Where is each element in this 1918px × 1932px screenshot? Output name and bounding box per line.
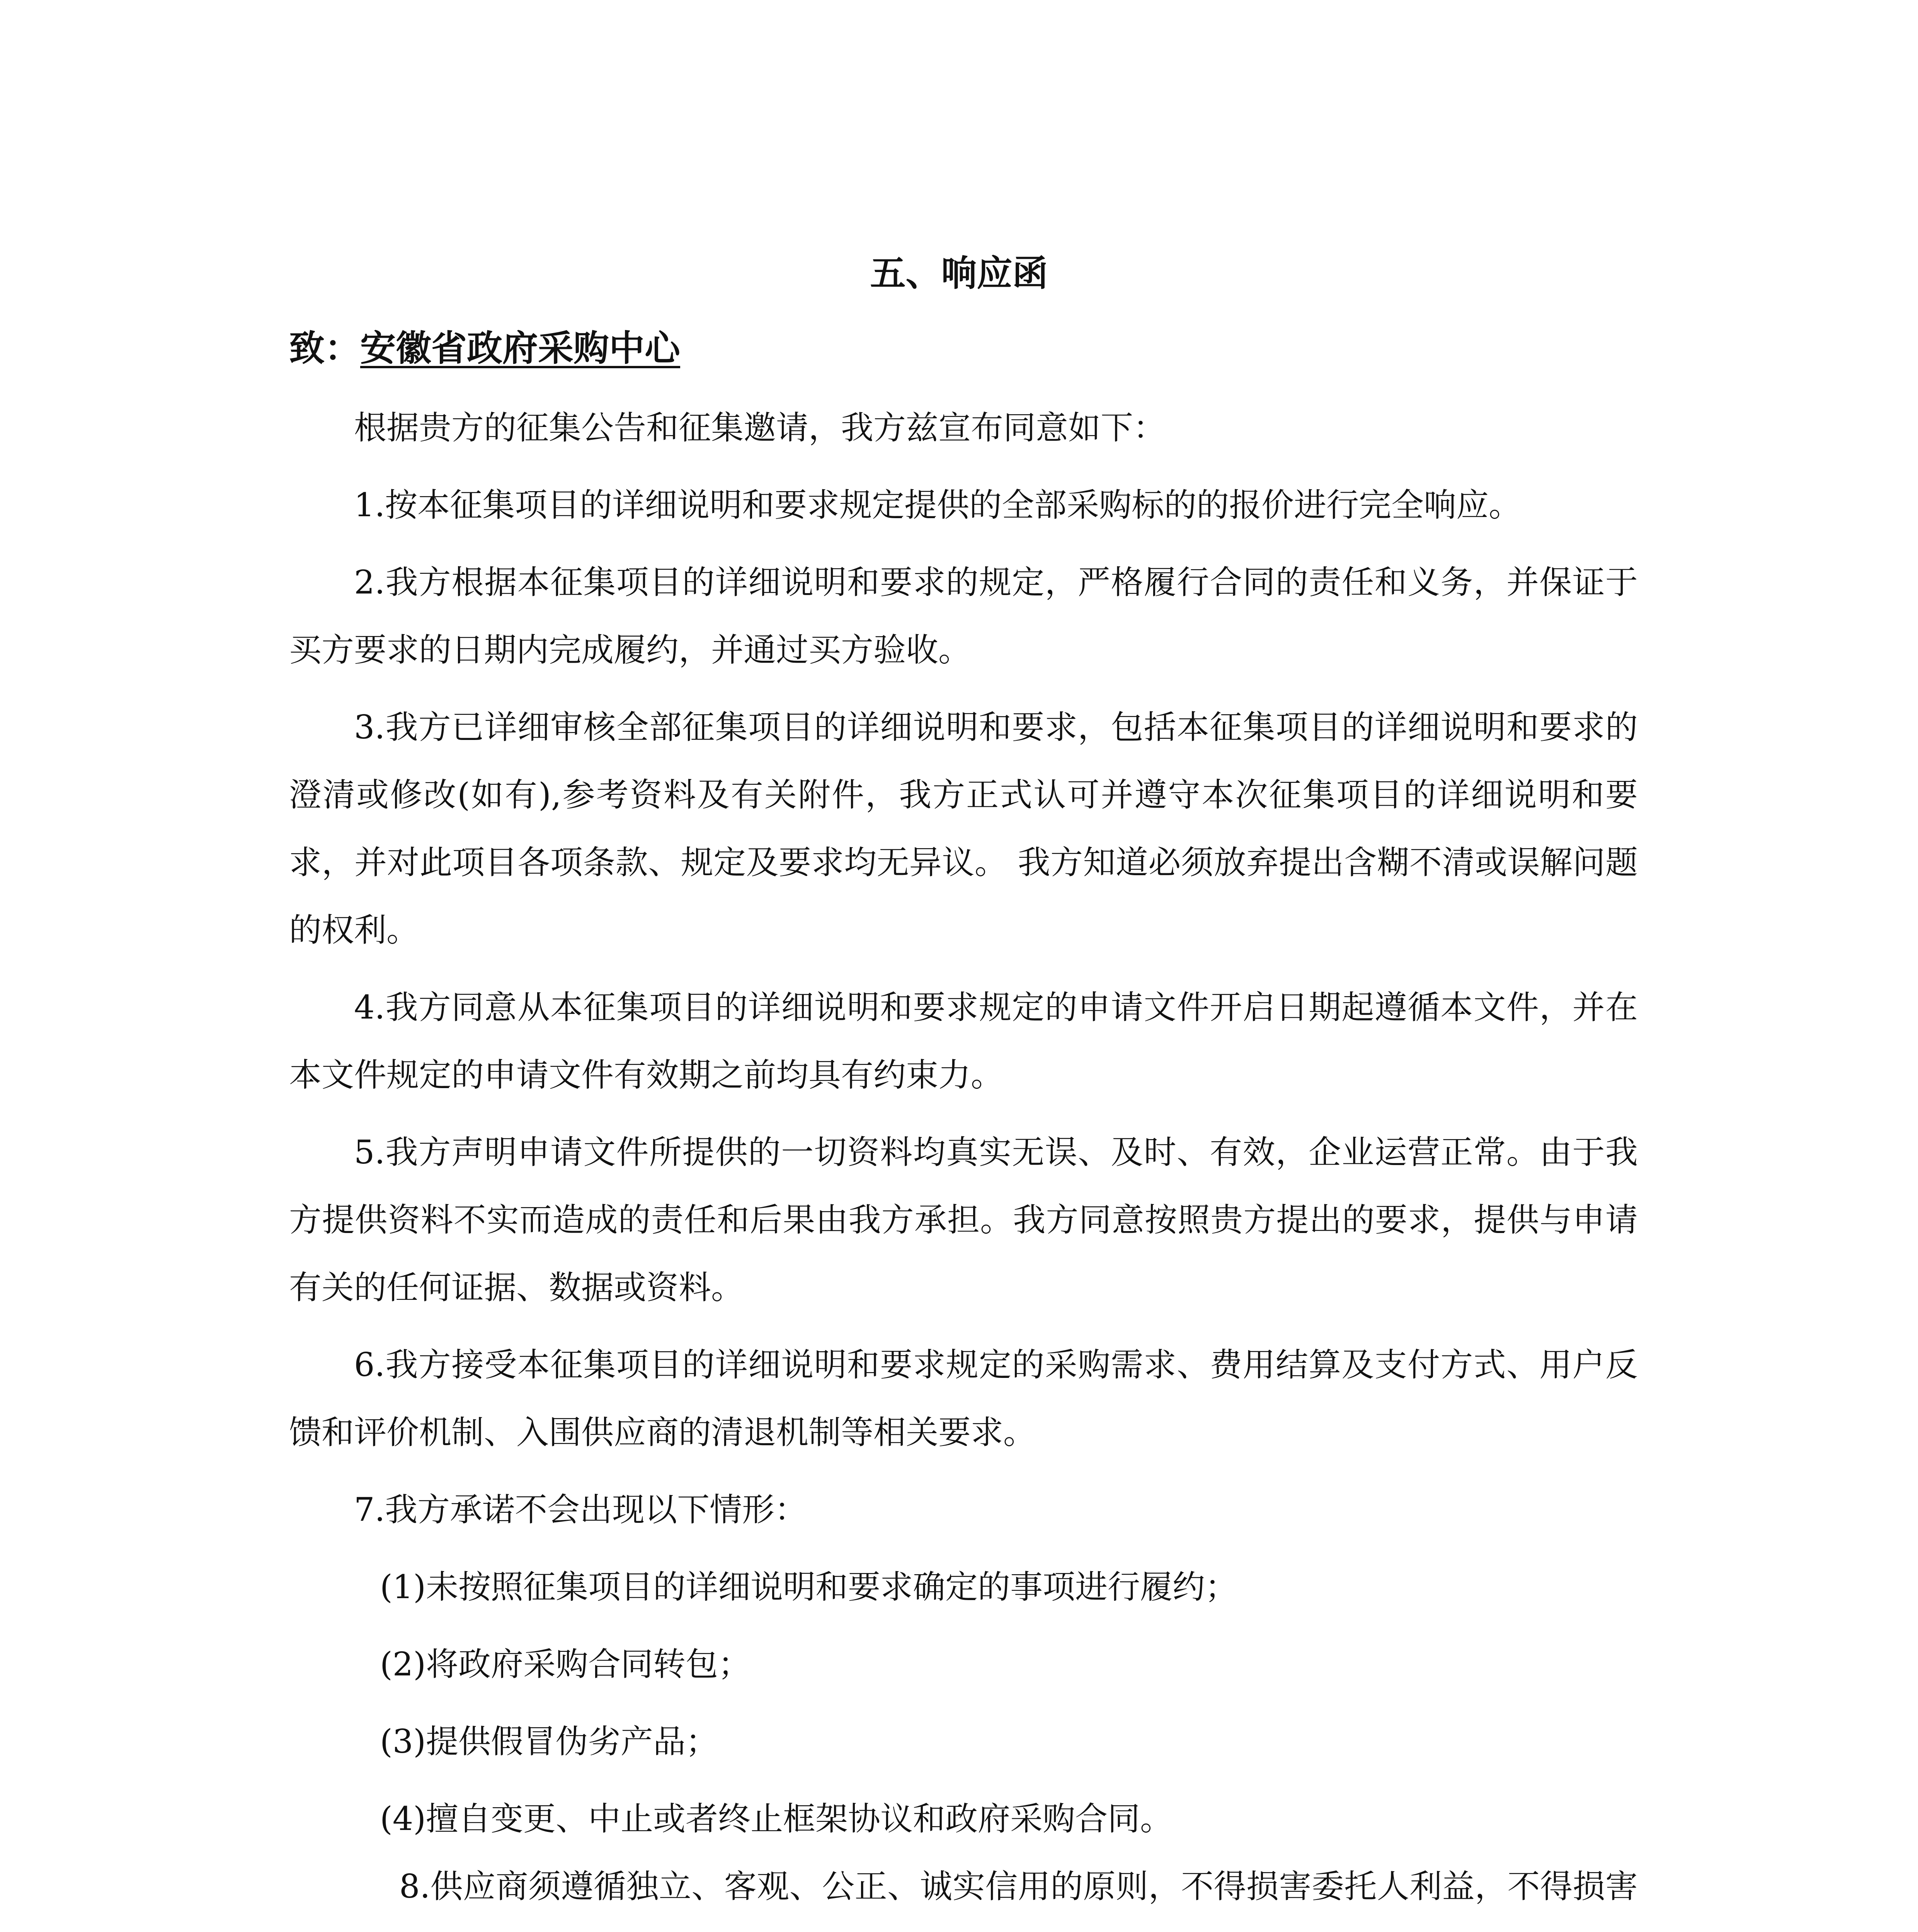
addressee-line	[289, 325, 680, 372]
letter-body	[289, 394, 1638, 1932]
sub-item: (4)擅自变更、中止或者终止框架协议和政府采购合同。	[380, 1800, 1173, 1838]
item-paragraph: 4.我方同意从本征集项目的详细说明和要求规定的申请文件开启日期起遵循本文件，并在本文件规定的申请文件有效期之前均具有约束力。	[289, 988, 1638, 1094]
item-paragraph: 2.我方根据本征集项目的详细说明和要求的规定，严格履行合同的责任和义务，并保证于买方要求的日期内完成履约，并通过买方验收。	[289, 563, 1638, 669]
item-paragraph: 5.我方声明申请文件所提供的一切资料均真实无误、及时、有效，企业运营正常。由于我方提供资料不实而造成的责任和后果由我方承担。我方同意按照贵方提出的要求，提供与申请有关的任何证据、数据或资料。	[289, 1133, 1638, 1306]
sub-item: (1)未按照征集项目的详细说明和要求确定的事项进行履约；	[380, 1568, 1237, 1606]
item-paragraph: 1.按本征集项目的详细说明和要求规定提供的全部采购标的的报价进行完全响应。	[354, 486, 1521, 524]
item-paragraph: 3.我方已详细审核全部征集项目的详细说明和要求，包括本征集项目的详细说明和要求的澄清或修改(如有),参考资料及有关附件，我方正式认可并遵守本次征集项目的详细说明和要求，并对此项目各项条款、规定及要求均无异议。 我方知道必须放弃提出含糊不清或误解问题的权利。	[289, 708, 1638, 949]
item-paragraph: 7.我方承诺不会出现以下情形：	[354, 1491, 807, 1529]
sub-item: (2)将政府采购合同转包；	[380, 1645, 751, 1683]
clause-paragraph: 8.供应商须遵循独立、客观、公正、诚实信用的原则，不得损害委托人利益，不得损害	[399, 1867, 1638, 1905]
sub-item: (3)提供假冒伪劣产品；	[380, 1723, 718, 1760]
addressee-org: 安徽省政府采购中心	[360, 328, 681, 369]
page-title: 五、响应函	[870, 253, 1048, 294]
item-paragraph: 6.我方接受本征集项目的详细说明和要求规定的采购需求、费用结算及支付方式、用户反馈和评价机制、入围供应商的清退机制等相关要求。	[289, 1346, 1638, 1451]
addressee-prefix: 致：	[289, 328, 361, 369]
intro-paragraph: 根据贵方的征集公告和征集邀请，我方兹宣布同意如下：	[354, 409, 1166, 447]
